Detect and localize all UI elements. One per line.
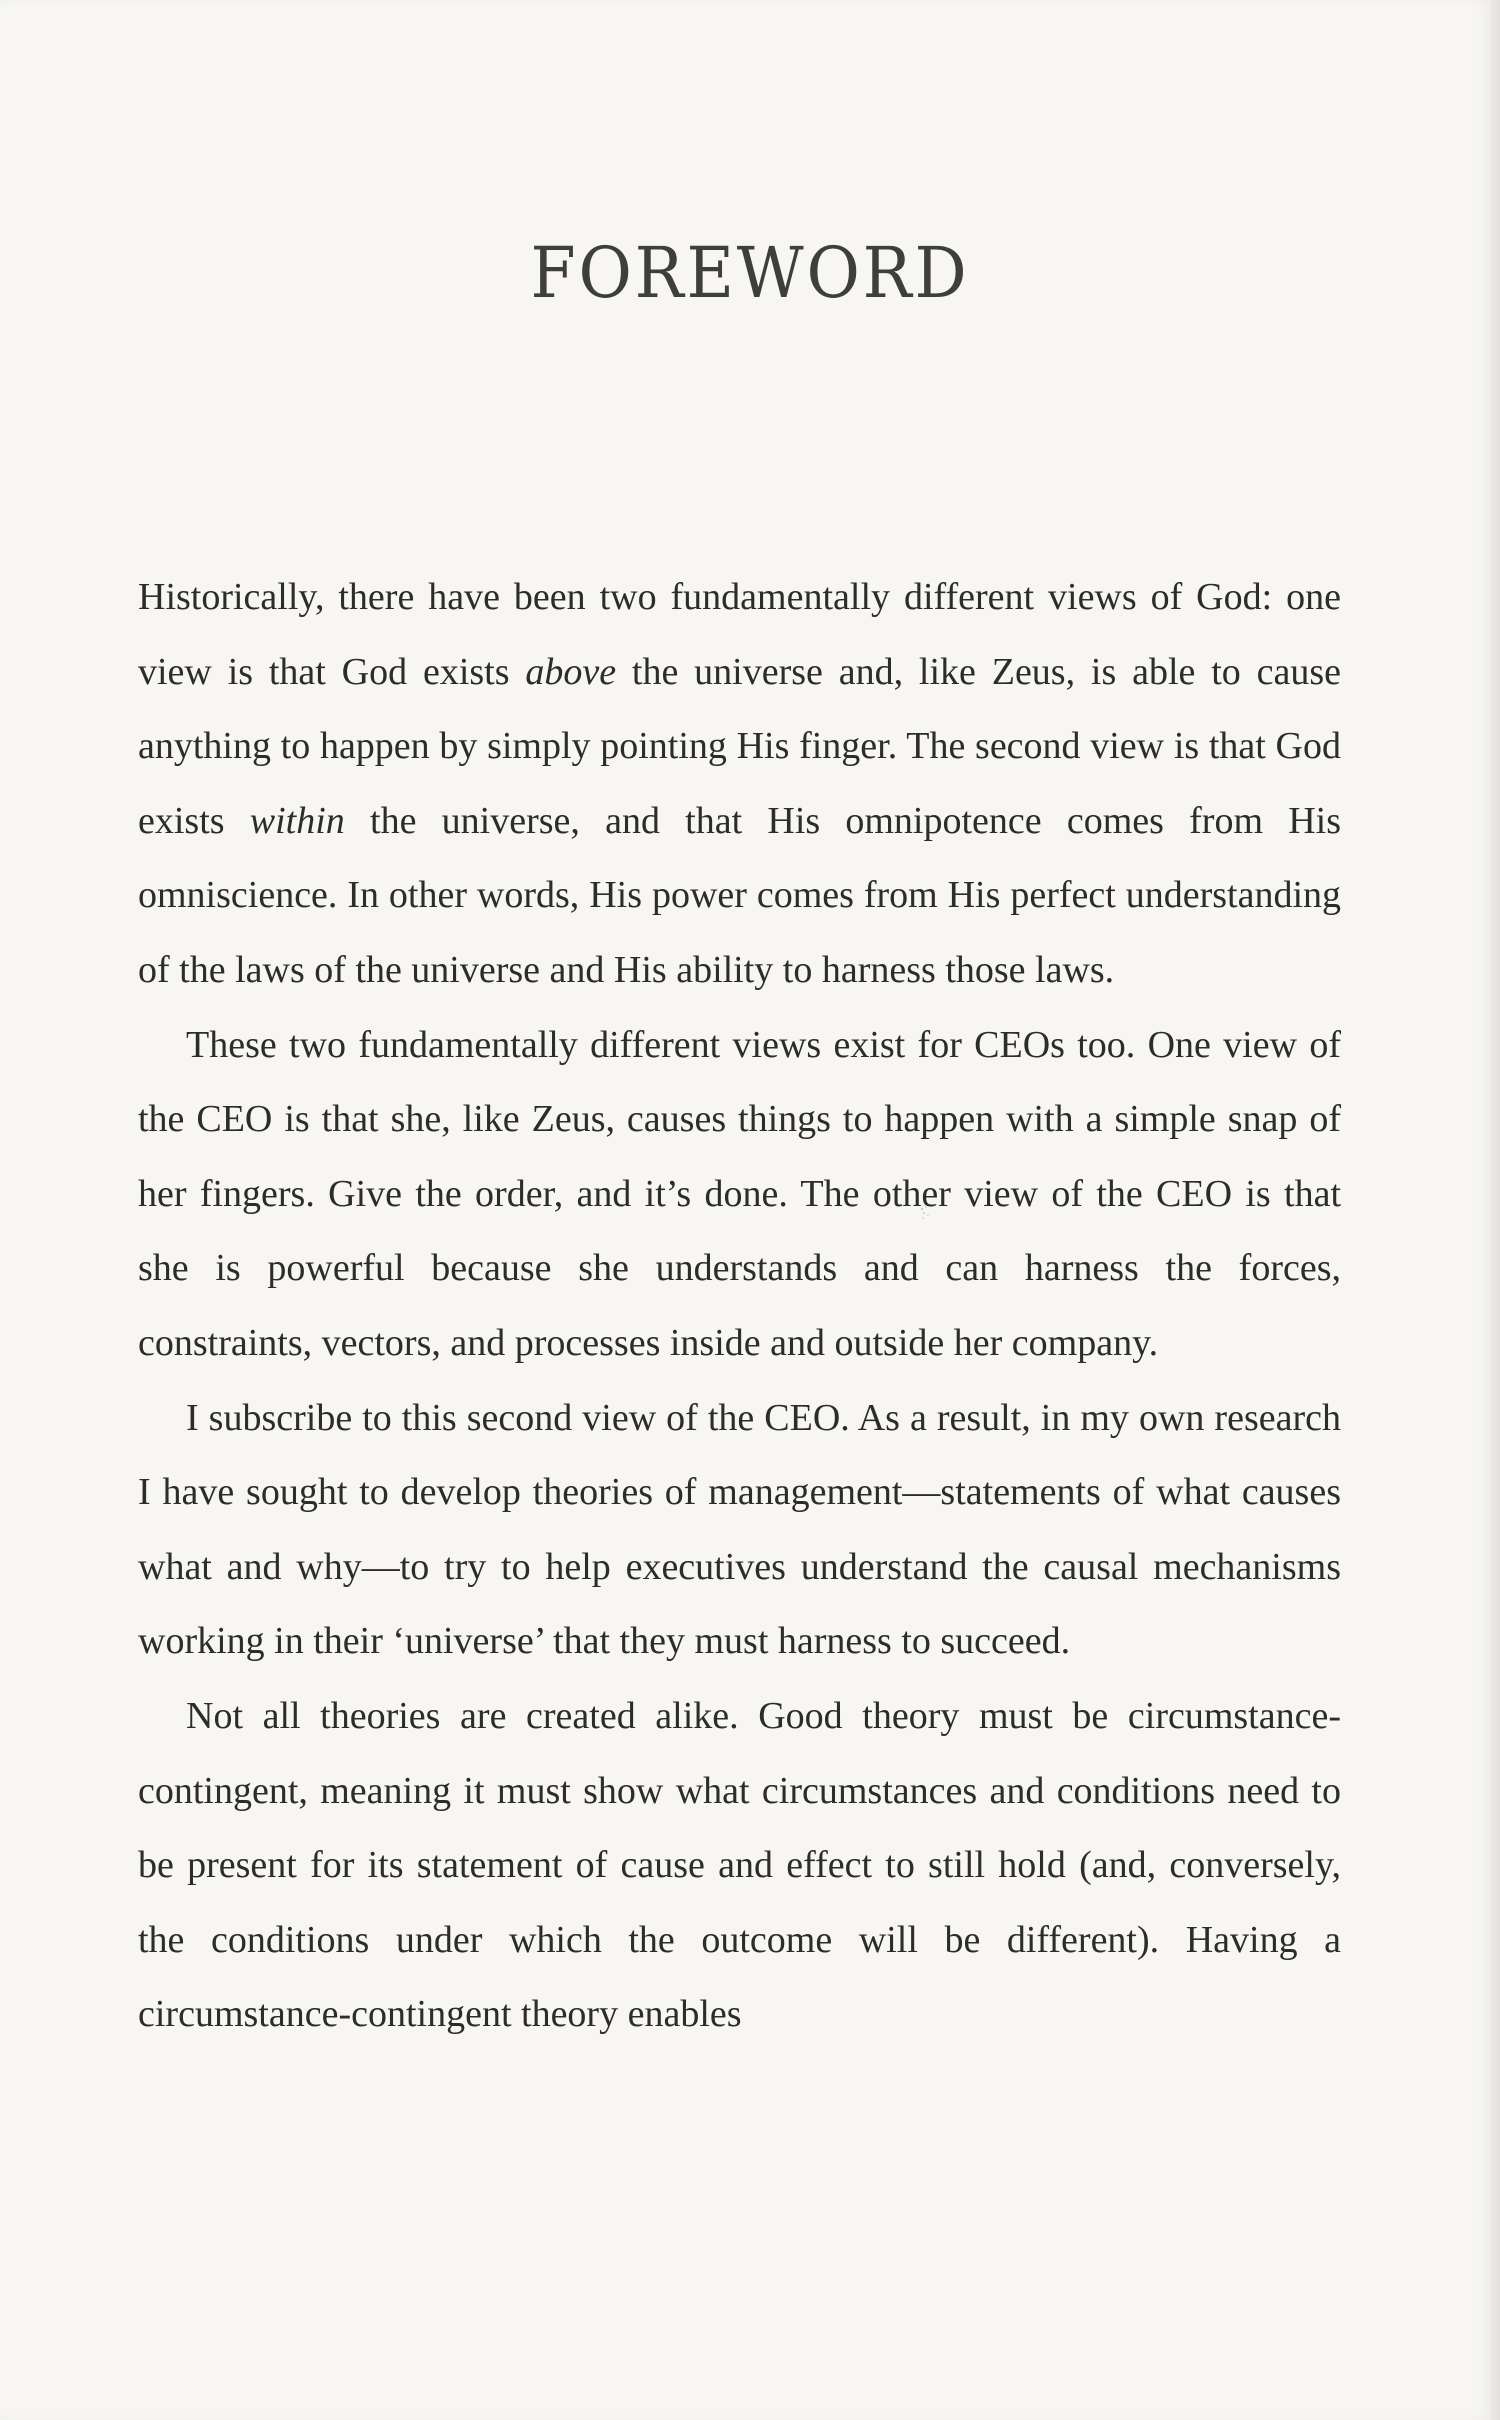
paragraph-1-part-1: Historically, there have been two fundamentally different views of God: one view is that God exists bbox=[138, 576, 1341, 693]
paragraph-1-emphasis-above: above bbox=[525, 650, 617, 693]
page-edge bbox=[1490, 0, 1500, 2420]
paragraph-3-text: I subscribe to this second view of the CEO. As a result, in my own research I have sought to develop theories of management—statements of what causes what and why—to try to help executives understand the causal mechanisms working in their ‘universe’ that they must harness to succeed. bbox=[138, 1396, 1341, 1663]
paragraph-3 bbox=[138, 1381, 1341, 1679]
paragraph-1-emphasis-within: within bbox=[249, 799, 345, 842]
paragraph-1-part-2: the universe and, like Zeus, is able to cause anything to happen by simply pointing His finger. The second view is that God exists bbox=[138, 650, 1341, 842]
paragraph-1-part-3: the universe, and that His omnipotence comes from His omniscience. In other words, His power comes from His perfect understanding of the laws of the universe and His ability to harness those laws. bbox=[138, 799, 1342, 991]
paragraph-1 bbox=[138, 560, 1341, 1008]
foreword-body bbox=[138, 560, 1341, 2052]
paragraph-4-text: Not all theories are created alike. Good theory must be circumstance-contingent, meaning it must show what circumstances and conditions need to be present for its statement of cause and effect to still hold (and, conversely, the conditions under which the outcome will be different). Having a circumstance-contingent theory enables bbox=[138, 1694, 1341, 2036]
paragraph-2-text: These two fundamentally different views exist for CEOs too. One view of the CEO is that she, like Zeus, causes things to happen with a simple snap of her fingers. Give the order, and it’s done. The other view of the CEO is that she is powerful because she understands and can harness the forces, constraints, vectors, and processes inside and outside her company. bbox=[138, 1023, 1341, 1364]
print-speck-mark bbox=[918, 1204, 932, 1222]
paragraph-2 bbox=[138, 1008, 1341, 1381]
paragraph-4 bbox=[138, 1679, 1341, 2052]
chapter-heading: FOREWORD bbox=[530, 232, 970, 314]
